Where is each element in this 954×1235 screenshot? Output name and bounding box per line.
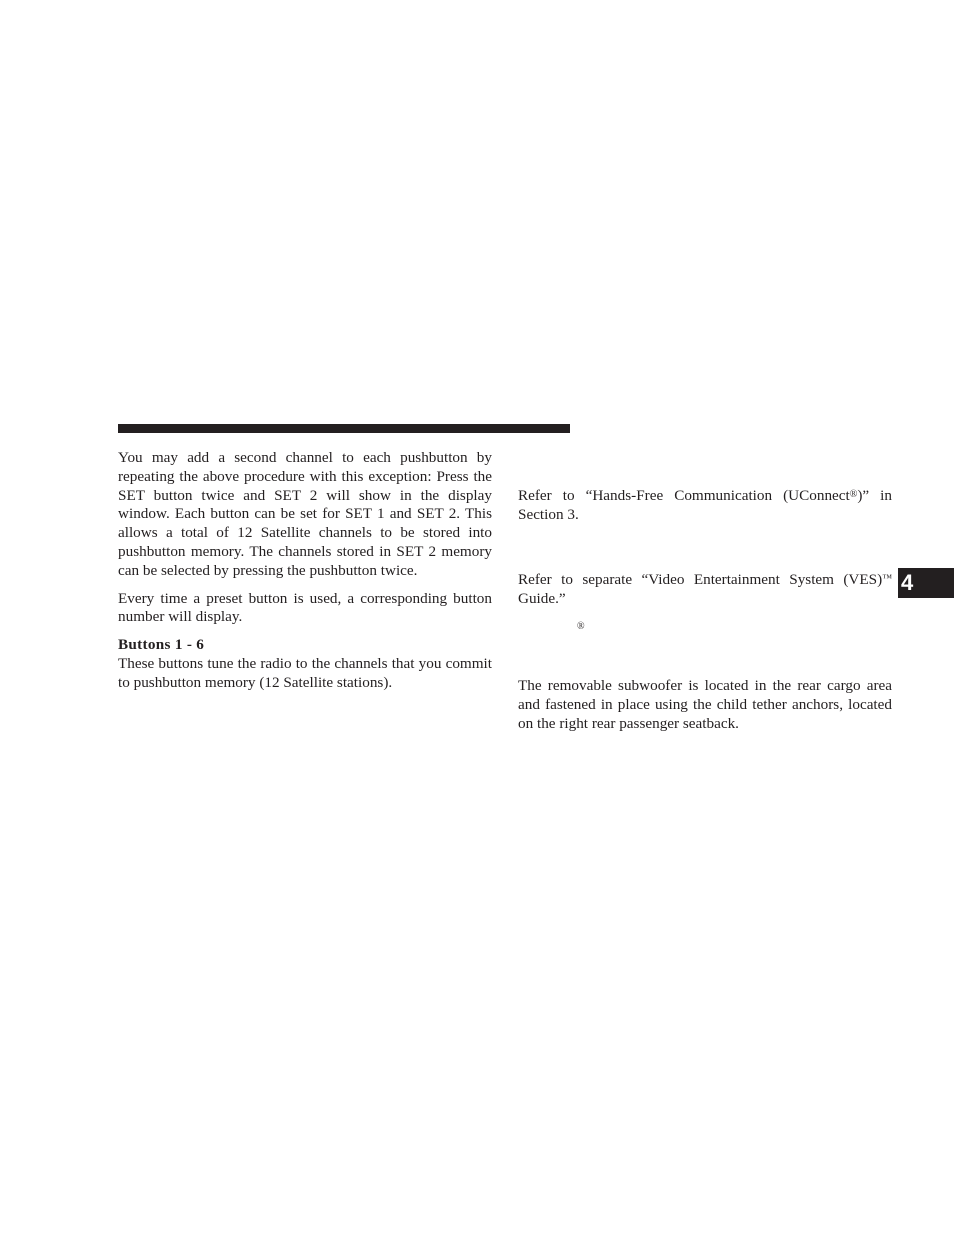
uconnect-text-start: Refer to “Hands-Free Communication (UConnect — [518, 487, 850, 504]
buttons-heading: Buttons 1 - 6 — [118, 636, 205, 654]
ves-text-end: Guide.” — [518, 589, 566, 607]
ves-paragraph — [518, 570, 892, 609]
uconnect-text-end: )” in Section 3. — [518, 487, 892, 523]
buttons-paragraph: These buttons tune the radio to the channels that you commit to pushbutton memory (12 Satellite stations). — [118, 654, 492, 691]
ves-text-start: Refer to separate “Video Entertainment System (VES) — [518, 571, 883, 588]
second-channel-paragraph: You may add a second channel to each pushbutton by repeating the above procedure with this exception: Press the SET button twice and SET 2 will show in the display window. Each button can be set for SET 1 and SET 2. This allows a total of 12 Satellite channels to be stored into pushbutton memory. The channels stored in SET 2 memory can be selected by pressing the pushbutton twice. — [118, 449, 492, 579]
subwoofer-text: The removable subwoofer is located in the rear cargo area and fastened in place using the child tether anchors, located on the right rear passenger seatback. — [518, 677, 892, 732]
section-rule — [118, 424, 570, 433]
left-column — [118, 449, 492, 693]
stray-registered-mark: ® — [577, 621, 585, 632]
section-number: 4 — [901, 570, 914, 595]
subwoofer-paragraph — [518, 677, 892, 733]
registered-mark: ® — [849, 489, 858, 500]
trademark-mark: ™ — [882, 573, 892, 584]
section-tab — [898, 568, 954, 598]
uconnect-paragraph — [518, 486, 892, 525]
preset-display-paragraph: Every time a preset button is used, a corresponding button number will display. — [118, 589, 492, 626]
